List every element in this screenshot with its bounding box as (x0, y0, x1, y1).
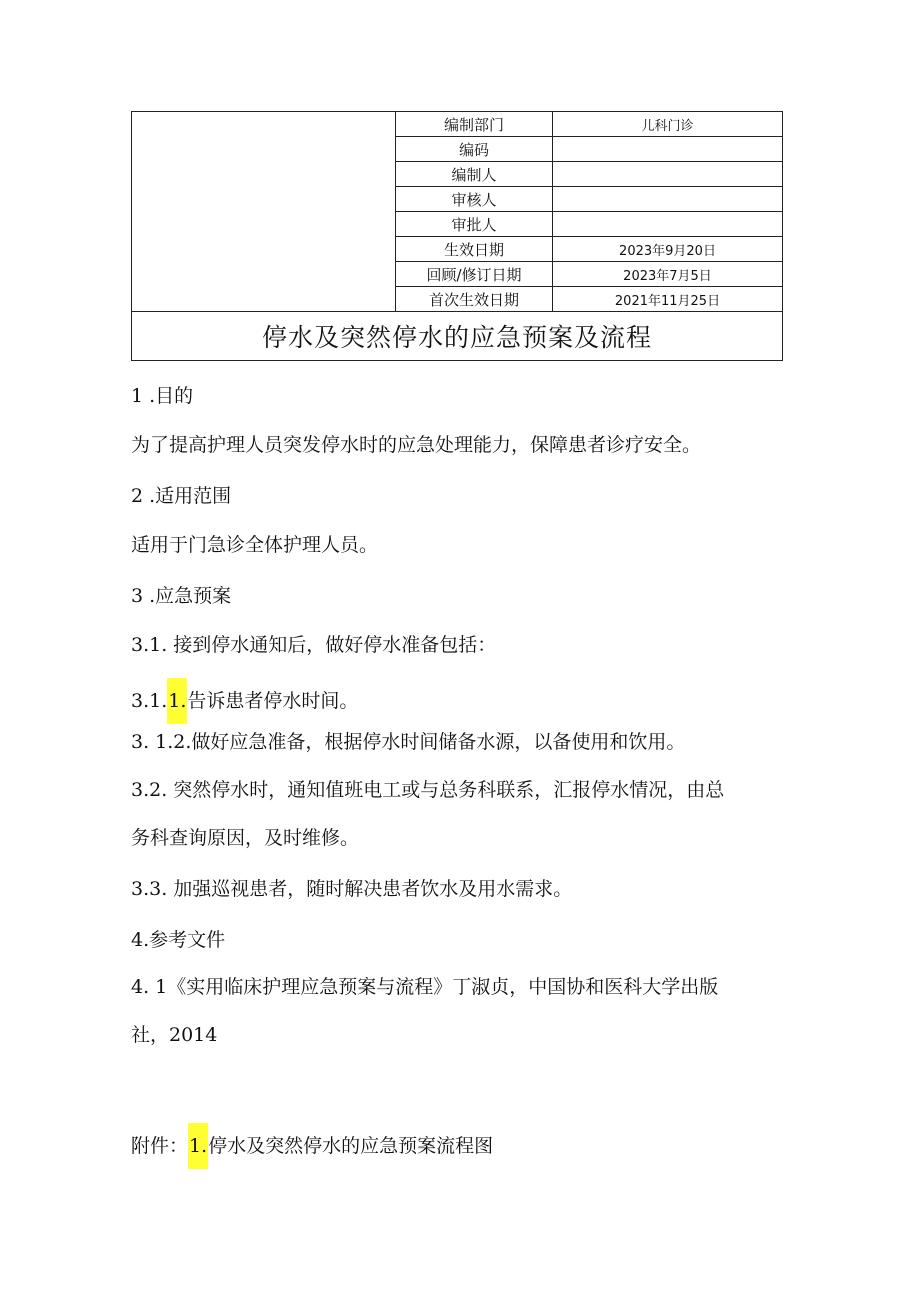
label-department: 编制部门 (396, 112, 553, 137)
section-4-1-line-2: 社，2014 (131, 1024, 218, 1046)
section-3-2-line-2: 务科查询原因，及时维修。 (131, 827, 360, 849)
section-3-1-2: 3. 1.2.做好应急准备，根据停水时间储备水源，以备使用和饮用。 (131, 731, 686, 753)
section-2-body: 适用于门急诊全体护理人员。 (131, 534, 379, 556)
section-3-1-1-text: 告诉患者停水时间。 (187, 690, 359, 712)
label-author: 编制人 (396, 162, 553, 187)
section-3-2-line-1: 3.2. 突然停水时，通知值班电工或与总务科联系，汇报停水情况，由总 (131, 779, 725, 801)
label-first-effective-date: 首次生效日期 (396, 287, 553, 312)
label-revision-date: 回顾/修订日期 (396, 262, 553, 287)
highlighted-number: 1. (167, 678, 187, 724)
logo-area (132, 112, 396, 312)
section-3-1: 3.1. 接到停水通知后，做好停水准备包括： (131, 634, 497, 656)
value-approver (553, 212, 783, 237)
section-4-1-line-1: 4. 1《实用临床护理应急预案与流程》丁淑贞，中国协和医科大学出版 (131, 976, 719, 998)
value-department: 儿科门诊 (553, 112, 783, 137)
section-3-3: 3.3. 加强巡视患者，随时解决患者饮水及用水需求。 (131, 878, 573, 900)
label-code: 编码 (396, 137, 553, 162)
section-1-heading: 1 .目的 (131, 385, 194, 407)
document-title: 停水及突然停水的应急预案及流程 (132, 312, 783, 361)
section-3-heading: 3 .应急预案 (131, 585, 232, 607)
section-4-heading: 4.参考文件 (131, 929, 226, 951)
label-approver: 审批人 (396, 212, 553, 237)
attachment-highlighted-number: 1. (188, 1123, 208, 1169)
section-3-1-1 (131, 678, 358, 724)
document-header-table (131, 111, 783, 361)
value-author (553, 162, 783, 187)
value-first-effective-date: 2021年11月25日 (553, 287, 783, 312)
value-code (553, 137, 783, 162)
section-2-heading: 2 .适用范围 (131, 485, 232, 507)
value-effective-date: 2023年9月20日 (553, 237, 783, 262)
label-reviewer: 审核人 (396, 187, 553, 212)
label-effective-date: 生效日期 (396, 237, 553, 262)
value-reviewer (553, 187, 783, 212)
attachment-line (131, 1123, 493, 1169)
section-3-1-1-prefix: 3.1. (131, 690, 168, 712)
attachment-text: 停水及突然停水的应急预案流程图 (208, 1135, 494, 1157)
value-revision-date: 2023年7月5日 (553, 262, 783, 287)
section-1-body: 为了提高护理人员突发停水时的应急处理能力，保障患者诊疗安全。 (131, 434, 702, 456)
attachment-prefix: 附件： (131, 1135, 189, 1157)
